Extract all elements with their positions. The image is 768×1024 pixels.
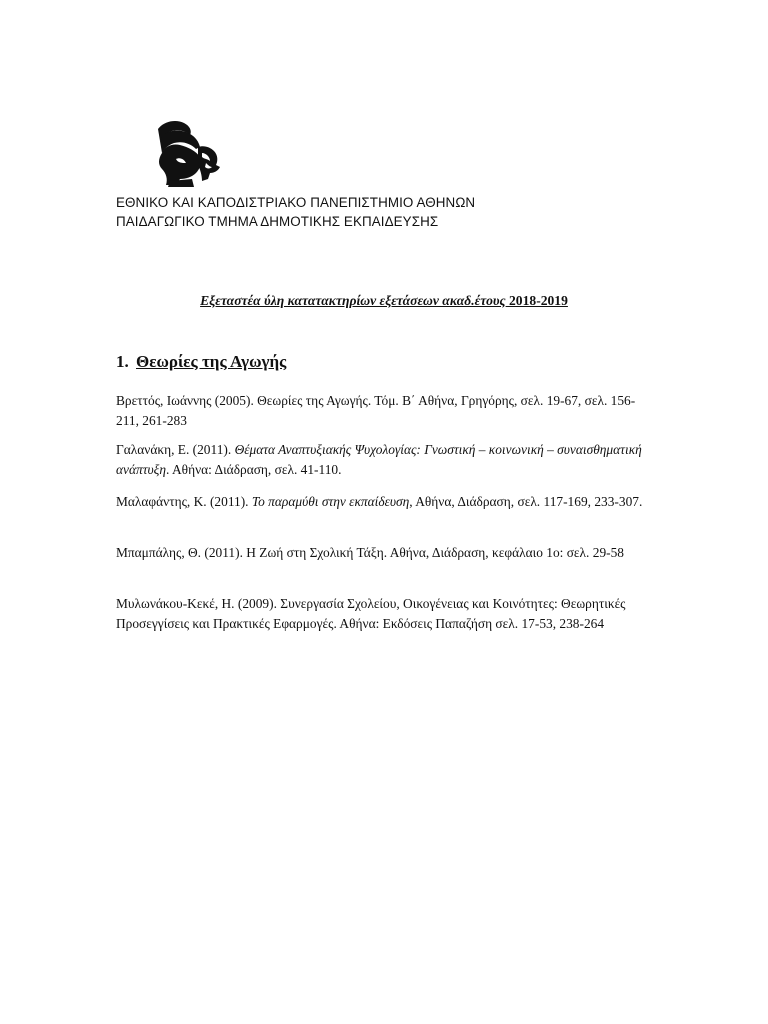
reference-item bbox=[116, 543, 646, 563]
reference-details: . Τόμ. Β΄ Αθήνα, Γρηγόρης, σελ. 19-67, σελ. 156-211, 261-283 bbox=[116, 393, 636, 428]
reference-details: . Αθήνα: Διάδραση, σελ. 41-110. bbox=[166, 462, 342, 477]
exam-title-text: Εξεταστέα ύλη κατατακτηρίων εξετάσεων ακαδ.έτους bbox=[200, 293, 506, 308]
reference-details: . Αθήνα, Διάδραση, κεφάλαιο 1ο: σελ. 29-58 bbox=[383, 545, 624, 560]
exam-material-title bbox=[0, 293, 768, 309]
reference-item bbox=[116, 440, 646, 480]
reference-author: Μαλαφάντης, Κ. (2011). bbox=[116, 494, 252, 509]
university-header bbox=[116, 193, 475, 231]
section-title: Θεωρίες της Αγωγής bbox=[136, 352, 287, 371]
reference-item bbox=[116, 391, 646, 431]
reference-author: Γαλανάκη, Ε. (2011). bbox=[116, 442, 235, 457]
reference-author: Μπαμπάλης, Θ. (2011). bbox=[116, 545, 247, 560]
reference-title: Θεωρίες της Αγωγής bbox=[257, 393, 368, 408]
reference-author: Βρεττός, Ιωάννης (2005). bbox=[116, 393, 258, 408]
reference-title: Συνεργασία Σχολείου, Οικογένειας και Κοινότητες: Θεωρητικές Προσεγγίσεις και Πρακτικές Εφαρμογές bbox=[116, 596, 626, 631]
reference-title: Το παραμύθι στην εκπαίδευση bbox=[251, 494, 410, 509]
reference-author: Μυλωνάκου-Κεκέ, Η. (2009). bbox=[116, 596, 281, 611]
reference-item bbox=[116, 594, 646, 634]
reference-item bbox=[116, 492, 646, 512]
reference-title: Θέματα Αναπτυξιακής Ψυχολογίας: Γνωστική – κοινωνική – συναισθηματική ανάπτυξη bbox=[116, 442, 642, 477]
reference-details: , Αθήνα, Διάδραση, σελ. 117-169, 233-307. bbox=[409, 494, 643, 509]
section-number: 1. bbox=[116, 352, 129, 371]
section-heading bbox=[116, 352, 286, 372]
academic-year: 2018-2019 bbox=[509, 293, 568, 308]
athena-head-emblem-icon bbox=[146, 119, 226, 189]
department-name: ΠΑΙΔΑΓΩΓΙΚΟ ΤΜΗΜΑ ΔΗΜΟΤΙΚΗΣ ΕΚΠΑΙΔΕΥΣΗΣ bbox=[116, 214, 439, 229]
reference-title: Η Ζωή στη Σχολική Τάξη bbox=[246, 545, 384, 560]
reference-details: . Αθήνα: Εκδόσεις Παπαζήση σελ. 17-53, 238-264 bbox=[333, 616, 605, 631]
university-name: ΕΘΝΙΚΟ ΚΑΙ ΚΑΠΟΔΙΣΤΡΙΑΚΟ ΠΑΝΕΠΙΣΤΗΜΙΟ ΑΘΗΝΩΝ bbox=[116, 195, 476, 210]
